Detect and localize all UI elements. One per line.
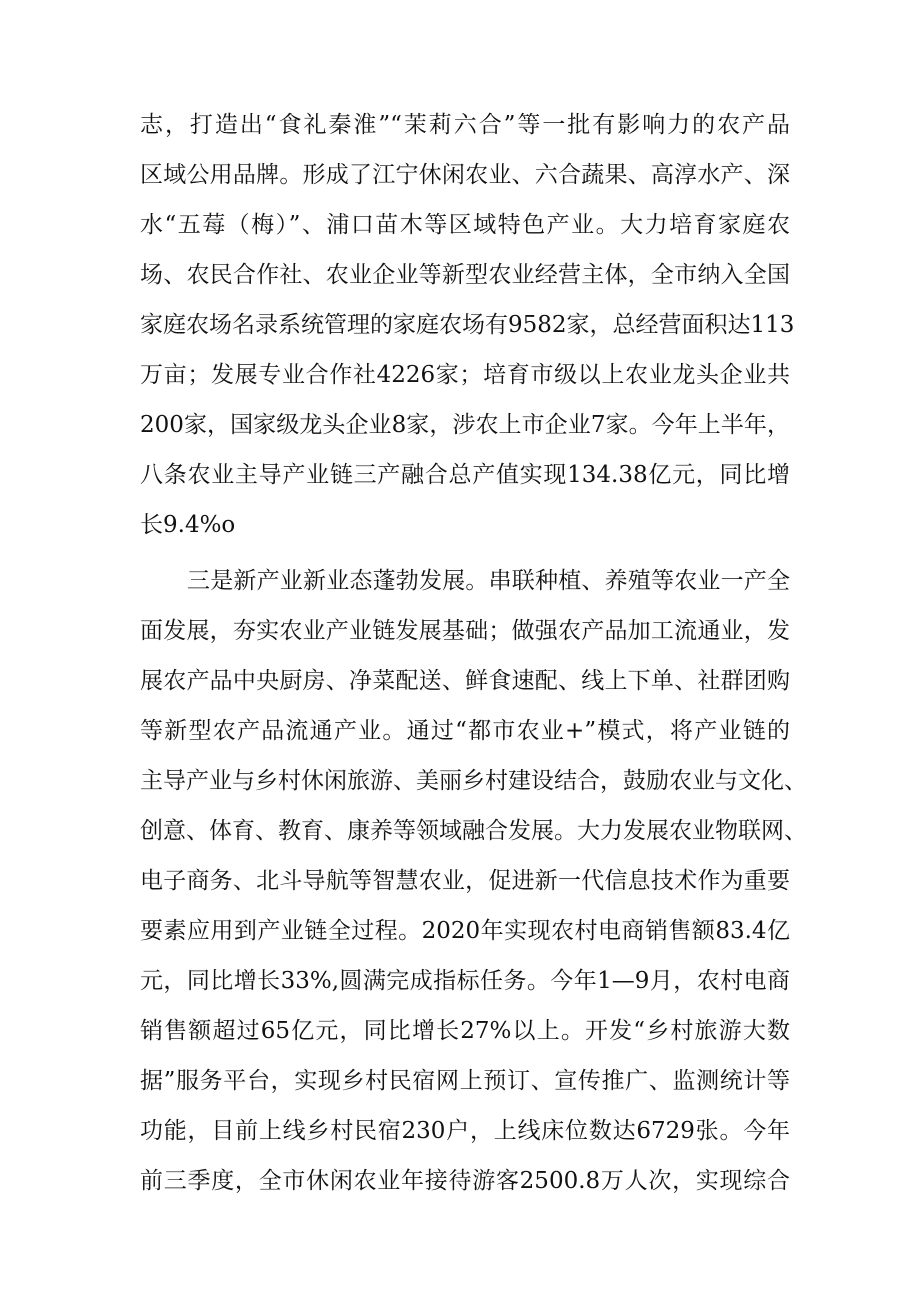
text-line: 电子商务、北斗导航等智慧农业，促进新一代信息技术作为重要 [140,868,790,894]
text-line: 场、农民合作社、农业企业等新型农业经营主体，全市纳入全国 [140,262,790,288]
body-text [140,100,807,1206]
text-line: 志，打造出“食礼秦淮”“茉莉六合”等一批有影响力的农产品 [140,112,790,138]
text-line: 前三季度，全市休闲农业年接待游客2500.8万人次，实现综合 [140,1168,790,1194]
text-line: 万亩；发展专业合作社4226家；培育市级以上农业龙头企业共 [140,362,790,388]
text-line: 功能，目前上线乡村民宿230户，上线床位数达6729张。今年 [140,1118,790,1144]
text-line: 销售额超过65亿元，同比增长27%以上。开发“乡村旅游大数 [140,1018,790,1044]
text-line: 要素应用到产业链全过程。2020年实现农村电商销售额83.4亿 [140,918,790,944]
paragraph-1 [140,100,795,550]
text-line: 长9.4%o [140,512,236,538]
text-line: 200家，国家级龙头企业8家，涉农上市企业7家。今年上半年， [140,412,790,438]
text-line: 三是新产业新业态蓬勃发展。串联种植、养殖等农业一产全 [187,568,790,594]
text-line: 等新型农产品流通产业。通过“都市农业+”模式，将产业链的 [140,718,790,744]
text-line: 区域公用品牌。形成了江宁休闲农业、六合蔬果、高淳水产、深 [140,162,790,188]
text-line: 家庭农场名录系统管理的家庭农场有9582家，总经营面积达113 [140,312,795,338]
text-line: 据”服务平台，实现乡村民宿网上预订、宣传推广、监测统计等 [140,1068,790,1094]
paragraph-2 [140,556,807,1206]
text-line: 展农产品中央厨房、净菜配送、鲜食速配、线上下单、社群团购 [140,668,790,694]
text-line: 创意、体育、教育、康养等领域融合发展。大力发展农业物联网、 [140,818,807,844]
text-line: 主导产业与乡村休闲旅游、美丽乡村建设结合，鼓励农业与文化、 [140,768,807,794]
text-line: 水“五莓（梅）”、浦口苗木等区域特色产业。大力培育家庭农 [140,212,790,238]
text-line: 八条农业主导产业链三产融合总产值实现134.38亿元，同比增 [140,462,790,488]
text-line: 元，同比增长33%,圆满完成指标任务。今年1—9月，农村电商 [140,968,790,994]
text-line: 面发展，夯实农业产业链发展基础；做强农产品加工流通业，发 [140,618,790,644]
